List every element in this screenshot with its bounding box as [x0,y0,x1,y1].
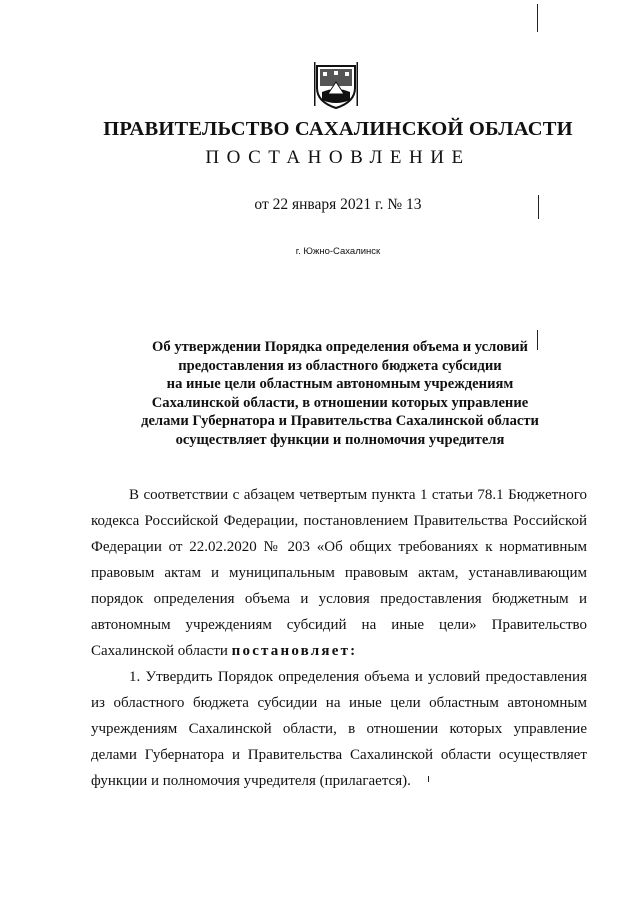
subject-line: предоставления из областного бюджета субсидии [178,357,502,374]
government-title: ПРАВИТЕЛЬСТВО САХАЛИНСКОЙ ОБЛАСТИ [103,118,573,140]
preamble-line: Федерации от 22.02.2020 № 203 «Об общих требованиях к нормативным [91,539,587,555]
subject-line: Об утверждении Порядка определения объема и условий [152,339,528,355]
document-subject [100,338,580,449]
item1-line: учреждениям Сахалинской области, в отношении которых управление [91,721,587,737]
document-date-number: от 22 января 2021 г. № 13 [254,196,422,213]
document-kind: ПОСТАНОВЛЕНИЕ [205,147,471,168]
coat-of-arms-icon [314,58,358,110]
preamble-line: порядок определения объема и условия предоставления бюджетным и [91,591,587,607]
preamble-last-line [91,643,587,660]
subject-line: на иные цели областным автономным учреждениям [166,376,514,392]
scan-artifact [538,195,539,219]
subject-line: Сахалинской области, в отношении которых управление [151,394,529,411]
decree-word: постановляет: [231,643,358,659]
item1-line: 1. Утвердить Порядок определения объема и условий предоставления [129,669,587,685]
subject-line: делами Губернатора и Правительства Сахалинской области [141,413,539,429]
preamble-last-prefix: Сахалинской области [91,643,232,659]
item1-line: делами Губернатора и Правительства Сахалинской области осуществляет [91,747,587,763]
item1-line: функции и полномочия учредителя (прилагается). [91,773,411,789]
document-city: г. Южно-Сахалинск [295,246,381,257]
scan-artifact [428,776,429,782]
preamble-line: кодекса Российской Федерации, постановлением Правительства Российской [91,513,587,529]
preamble-line: правовым актам и муниципальным правовым актам, устанавливающим [91,565,587,581]
preamble-line: В соответствии с абзацем четвертым пункта 1 статьи 78.1 Бюджетного [129,487,587,503]
item1-line: из областного бюджета субсидии на иные цели областным автономным [91,695,587,711]
preamble-line: автономным учреждениям субсидий на иные цели» Правительство [91,617,587,633]
scan-artifact [537,4,538,32]
scan-artifact [537,330,538,350]
subject-line: осуществляет функции и полномочия учредителя [175,431,505,448]
